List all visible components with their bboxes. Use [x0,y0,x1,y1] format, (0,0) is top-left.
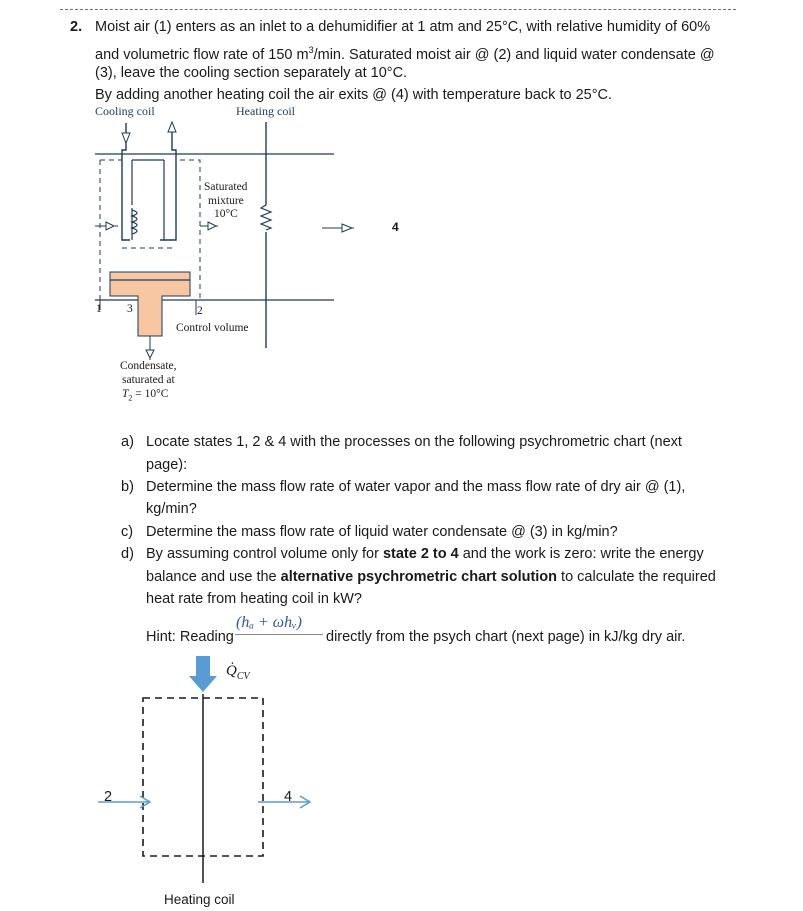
heating-coil-resistor [261,205,271,230]
question-b-label: b) [121,479,134,495]
cooling-coil-label: Cooling coil [95,104,155,118]
question-d-line1: By assuming control volume only for state 2 to 4 and the work is zero: write the energy [146,546,704,562]
hint-formula: (hₐ + ωhᵥ) [236,614,302,631]
question-a-line1: Locate states 1, 2 & 4 with the processes on the following psychrometric chart (next [146,434,682,450]
cooling-coil-out-arrow [168,122,176,132]
cooling-coil-in-arrow [122,133,130,143]
problem-line-1: Moist air (1) enters as an inlet to a dehumidifier at 1 atm and 25°C, with relative humidity of 60% [95,19,711,35]
problem-line-3: (3), leave the cooling section separately at 10°C. [95,65,408,81]
question-b-line1: Determine the mass flow rate of water vapor and the mass flow rate of dry air @ (1), [146,479,686,495]
question-d-line3: heat rate from heating coil in kW? [146,591,362,607]
control-volume-label: Control volume [176,322,249,334]
state1-label: 1 [96,303,102,315]
question-a-line2: page): [146,457,188,473]
saturated-arrow [208,222,216,230]
hint-underline [235,634,323,635]
heat-arrow-shaft [196,656,210,676]
cooling-coil-outlet-pipe [160,132,176,240]
state4-arrow [342,224,352,232]
heating-coil-label: Heating coil [236,104,295,118]
heat-arrow-head [189,676,217,692]
question-d-line2: balance and use the alternative psychrometric chart solution to calculate the required [146,569,716,585]
condensate-label-1: Condensate, [120,360,177,372]
hint-prefix: Hint: Reading [146,629,234,645]
saturated-label-3: 10°C [214,208,238,220]
hint-suffix: directly from the psych chart (next page) in kJ/kg dry air. [326,629,686,645]
state3-label: 3 [127,303,133,315]
q-cv-label: $Q̇_{CV}$ [226,663,250,682]
fig2-state2-label: 2 [104,789,113,805]
question-a-label: a) [121,434,134,450]
fig2-heating-coil-label: Heating coil [164,892,235,907]
heating-coil-figure [0,650,803,911]
state4-label: 4 [392,220,399,234]
dehumidifier-figure [0,0,803,420]
problem-number: 2. [70,19,83,35]
saturated-label-1: Saturated [204,181,248,193]
state2-label: 2 [197,305,203,317]
coil-loops [132,210,137,234]
saturated-label-2: mixture [208,195,244,207]
problem-line-2: and volumetric flow rate of 150 $m^3/\min$. Saturated moist air @ (2) and liquid water condensate @ [95,45,715,63]
question-c-line1: Determine the mass flow rate of liquid water condensate @ (3) in kg/min? [146,524,618,540]
question-d-label: d) [121,546,134,562]
condensate-arrow [146,350,154,358]
fig2-state4-label: 4 [284,789,293,805]
question-c-label: c) [121,524,134,540]
state1-arrow [106,222,114,230]
question-b-line2: kg/min? [146,501,197,517]
condensate-label-2: saturated at [122,374,175,386]
problem-line-4: By adding another heating coil the air exits @ (4) with temperature back to 25°C. [95,87,613,103]
condensate-label-3: $T_2 = 10^\circ C$ [122,388,169,403]
